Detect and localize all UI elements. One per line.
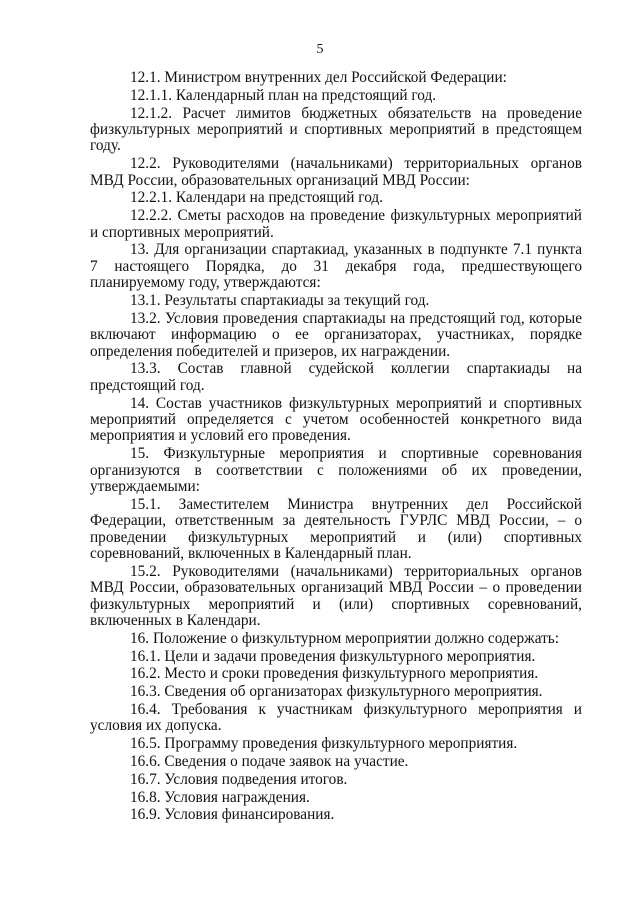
paragraph-16: 16. Положение о физкультурном мероприятии должно содержать: <box>130 629 560 647</box>
paragraph-12-2: 12.2. Руководителями (начальниками) территориальных органов МВД России, образовательных организаций МВД России: <box>90 155 582 189</box>
document-body <box>90 70 582 825</box>
paragraph-13-3: 13.3. Состав главной судейской коллегии спартакиады на предстоящий год. <box>90 360 582 394</box>
paragraph-13-2: 13.2. Условия проведения спартакиады на предстоящий год, которые включают информацию о ее организаторах, участниках, порядке определения победителей и призеров, их награждении. <box>90 309 582 360</box>
paragraph-16-4: 16.4. Требования к участникам физкультурного мероприятия и условия их допуска. <box>90 701 582 735</box>
paragraph-15-2: 15.2. Руководителями (начальниками) территориальных органов МВД России, образовательных организаций МВД России – о проведении физкультурных мероприятий и (или) спортивных соревнований, включенных в Календари. <box>90 562 582 630</box>
page-number: 5 <box>316 42 324 57</box>
paragraph-16-3: 16.3. Сведения об организаторах физкультурного мероприятия. <box>130 683 543 701</box>
paragraph-16-5: 16.5. Программу проведения физкультурного мероприятия. <box>130 735 518 753</box>
paragraph-12-2-2: 12.2.2. Сметы расходов на проведение физкультурных мероприятий и спортивных мероприятий. <box>90 207 582 241</box>
paragraph-16-8: 16.8. Условия награждения. <box>130 788 310 806</box>
paragraph-16-1: 16.1. Цели и задачи проведения физкультурного мероприятия. <box>130 647 536 665</box>
paragraph-16-2: 16.2. Место и сроки проведения физкультурного мероприятия. <box>130 665 539 683</box>
paragraph-16-7: 16.7. Условия подведения итогов. <box>130 770 348 788</box>
paragraph-12-1-1: 12.1.1. Календарный план на предстоящий год. <box>130 86 437 104</box>
paragraph-15: 15. Физкультурные мероприятия и спортивные соревнования организуются в соответствии с положениями об их проведении, утверждаемыми: <box>90 445 582 496</box>
paragraph-12-1: 12.1. Министром внутренних дел Российской Федерации: <box>130 69 507 86</box>
paragraph-16-9: 16.9. Условия финансирования. <box>130 806 335 824</box>
paragraph-12-2-1: 12.2.1. Календари на предстоящий год. <box>130 189 384 207</box>
paragraph-12-1-2: 12.1.2. Расчет лимитов бюджетных обязательств на проведение физкультурных мероприятий и спортивных мероприятий в предстоящем году. <box>90 104 582 155</box>
paragraph-13-1: 13.1. Результаты спартакиады за текущий год. <box>130 292 430 310</box>
paragraph-16-6: 16.6. Сведения о подаче заявок на участие. <box>130 753 409 771</box>
paragraph-14: 14. Состав участников физкультурных мероприятий и спортивных мероприятий определяется с учетом особенностей конкретного вида мероприятия и условий его проведения. <box>90 394 582 445</box>
paragraph-15-1: 15.1. Заместителем Министра внутренних дел Российской Федерации, ответственным за деятельность ГУРЛС МВД России, – о проведении физкультурных мероприятий и (или) спортивных соревнований, включенных в Календарный план. <box>90 495 582 563</box>
paragraph-13: 13. Для организации спартакиад, указанных в подпункте 7.1 пункта 7 настоящего Порядка, до 31 декабря года, предшествующего планируемому году, утверждаются: <box>90 241 582 292</box>
